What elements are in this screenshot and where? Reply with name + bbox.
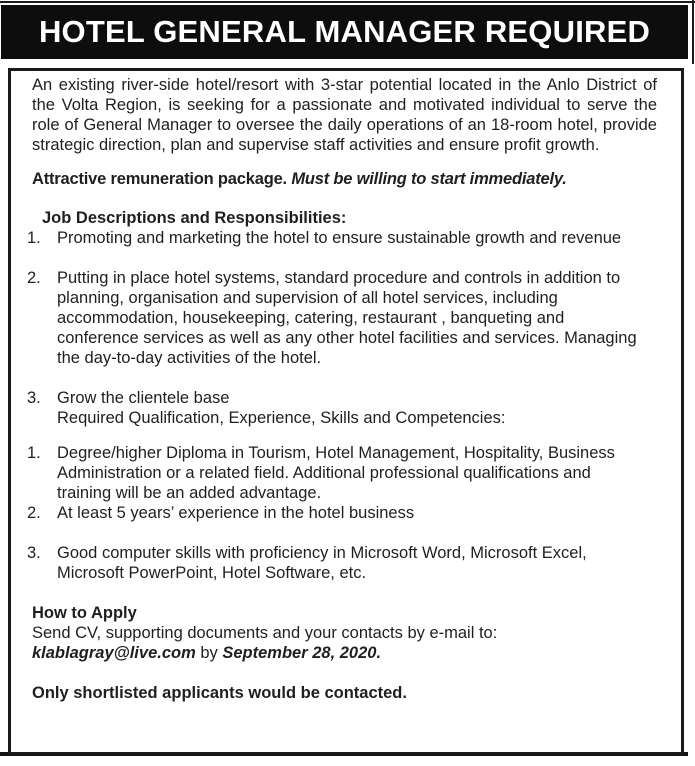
list-item-text: Degree/higher Diploma in Tourism, Hotel Management, Hospitality, Business Administration or a related field. Additional professional qualifications and training will be an added advantage. [57,444,615,502]
list-item-number: 3. [27,544,41,562]
list-item [27,268,657,368]
list-item-number: 3. [27,389,41,407]
list-item-number: 2. [27,504,41,522]
list-item-text: Good computer skills with proficiency in Microsoft Word, Microsoft Excel, Microsoft PowerPoint, Hotel Software, etc. [57,544,587,582]
job-descriptions-heading: Job Descriptions and Responsibilities: [42,209,347,227]
list-item-text [57,388,505,428]
scan-edge-right [692,0,694,64]
application-deadline: September 28, 2020. [222,644,382,662]
list-item-text: At least 5 years’ experience in the hotel business [57,504,415,522]
required-qualification-subheading: Required Qualification, Experience, Skills and Competencies: [57,409,506,427]
list-item [27,543,657,583]
how-to-apply-heading: How to Apply [32,604,137,622]
list-item [27,443,657,503]
ad-body [8,68,684,755]
list-item [27,503,657,523]
intro-paragraph: An existing river-side hotel/resort with 3-star potential located in the Anlo District of the Volta Region, is seeking for a passionate and motivated individual to serve the role of General Manager to oversee the daily operations of an 18-room hotel, provide strategic direction, plan and supervise staff activities and ensure profit growth. [32,76,657,154]
list-item-number: 1. [27,229,41,247]
apply-contact-line [32,643,657,663]
qualifications-list [27,443,657,583]
scan-edge-top [0,1,695,3]
how-to-apply-section [32,603,657,663]
start-immediately-text: Must be willing to start immediately. [291,170,567,188]
list-item-text: Promoting and marketing the hotel to ensure sustainable growth and revenue [57,229,622,247]
list-item-number: 2. [27,269,41,287]
apply-instructions: Send CV, supporting documents and your contacts by e-mail to: [32,624,498,642]
responsibilities-list [27,228,657,428]
remuneration-highlight [32,169,657,189]
remuneration-bold-text: Attractive remuneration package. [32,170,287,188]
shortlist-note: Only shortlisted applicants would be contacted. [32,684,407,702]
email-address: klablagray@live.com [32,644,196,662]
ad-title: HOTEL GENERAL MANAGER REQUIRED [38,14,651,49]
list-item-text: Putting in place hotel systems, standard procedure and controls in addition to planning, organisation and supervision of all hotel services, including accommodation, housekeeping, catering, restaurant , banqueting and conference services as well as any other hotel facilities and services. Managing the day-to-day activities of the hotel. [57,269,637,367]
list-item-number: 1. [27,444,41,462]
connector-text: by [195,644,223,662]
title-banner [1,5,688,59]
list-item [27,388,657,428]
list-item [27,228,657,248]
list-item-line: Grow the clientele base [57,389,230,407]
